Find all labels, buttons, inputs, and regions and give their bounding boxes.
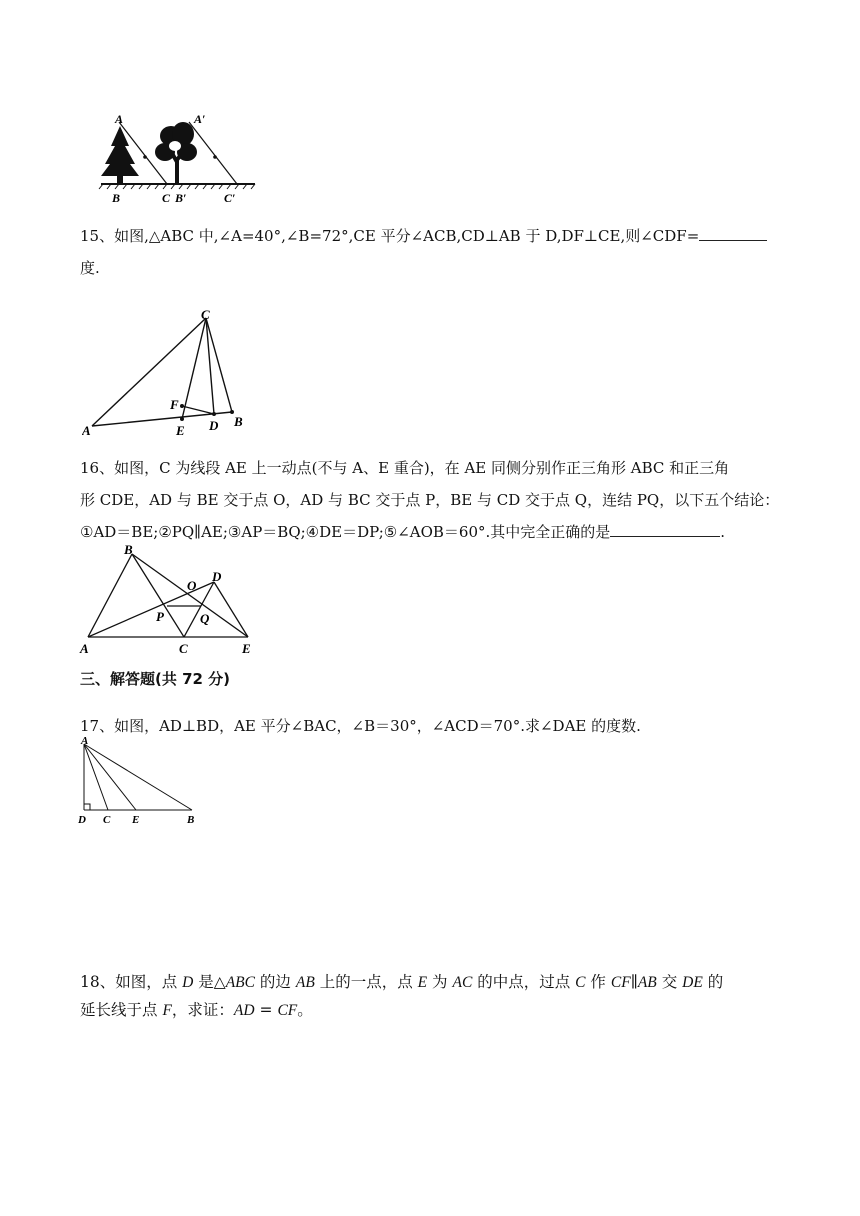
q18-var-cf: CF xyxy=(610,974,631,991)
q18-seg: 的中点，过点 xyxy=(472,973,576,991)
q18-var-e: E xyxy=(417,974,428,991)
q18-equals: = xyxy=(254,1001,278,1019)
tree-label-b-prime: B′ xyxy=(175,191,187,205)
tree-label-a-prime: A′ xyxy=(194,112,206,126)
q15-label-f: F xyxy=(170,397,179,412)
q18-var-de: DE xyxy=(682,974,703,991)
q16-line1: 16、如图，C 为线段 AE 上一动点(不与 A、E 重合)，在 AE 同侧分别作正三角形 ABC 和正三角 xyxy=(80,459,730,477)
q18-var-ab: AB xyxy=(637,974,657,991)
q15-label-a: A xyxy=(82,423,91,438)
q18-seg: 为 xyxy=(427,973,453,991)
q16-label-b: B xyxy=(124,542,133,557)
q18-var-d: D xyxy=(182,974,194,991)
tree-label-b: B xyxy=(112,191,121,205)
q15-label-c: C xyxy=(201,308,210,322)
q15-answer-blank[interactable] xyxy=(699,222,767,241)
q16-equilateral-figure xyxy=(76,542,266,657)
q15-label-d: D xyxy=(209,418,219,433)
q17-label-d: D xyxy=(78,814,86,826)
q18-seg: 延长线于点 xyxy=(80,1001,163,1019)
tree-label-c-prime: C′ xyxy=(224,191,236,205)
q18-var-ac: AC xyxy=(452,974,473,991)
q15-line1 xyxy=(80,220,767,252)
q16-label-q: Q xyxy=(200,611,210,626)
q18-var-abc: ABC xyxy=(225,974,255,991)
section-title-solve: 三、解答题(共 72 分) xyxy=(80,670,231,688)
q17-label-e: E xyxy=(132,814,140,826)
deciduous-tree-icon xyxy=(155,122,197,184)
q18-seg: 交 xyxy=(656,973,683,991)
q16-label-p: P xyxy=(156,609,164,624)
q18-var-cf: CF xyxy=(277,1002,298,1019)
q15-text: 15、如图,△ABC 中,∠A=40°,∠B=72°,CE 平分∠ACB,CD⊥AB 于 D,DF⊥CE,则∠CDF= xyxy=(80,227,700,245)
q15-triangle-figure xyxy=(82,308,252,440)
q17-label-b: B xyxy=(187,814,195,826)
tree-label-c: C xyxy=(162,191,171,205)
q16-end-period: . xyxy=(720,523,726,541)
q18-parallel-symbol: ∥ xyxy=(630,973,638,991)
q18-seg: 。 xyxy=(297,1001,313,1019)
q16-line2: 形 CDE，AD 与 BE 交于点 O，AD 与 BC 交于点 P，BE 与 CD 交于点 Q，连结 PQ，以下五个结论： xyxy=(80,491,780,509)
q18-var-c: C xyxy=(575,974,586,991)
q16-text: ①AD＝BE;②PQ∥AE;③AP＝BQ;④DE＝DP;⑤∠AOB＝60°.其中完全正确的是 xyxy=(80,523,611,541)
q18-var-f: F xyxy=(162,1002,172,1019)
pine-tree-icon xyxy=(101,126,139,184)
q18-seg: 是△ xyxy=(193,973,226,991)
trees-shadow-figure xyxy=(95,112,260,207)
q18-seg: 的 xyxy=(702,973,724,991)
q17-figure xyxy=(74,736,204,828)
q15-label-b: B xyxy=(234,414,243,429)
q16-label-o: O xyxy=(187,578,197,593)
q18-var-ab: AB xyxy=(295,974,315,991)
tree-label-a: A xyxy=(115,112,124,126)
q18-seg: 18、如图，点 xyxy=(80,973,183,991)
q17-text: 17、如图，AD⊥BD，AE 平分∠BAC，∠B＝30°，∠ACD＝70°.求∠DAE 的度数. xyxy=(80,717,641,735)
q18-seg: 上的一点，点 xyxy=(314,973,418,991)
q18-line2 xyxy=(80,994,313,1027)
q16-label-d: D xyxy=(212,569,222,584)
q15-line2: 度. xyxy=(80,259,100,277)
q16-label-e: E xyxy=(242,641,251,656)
q16-answer-blank[interactable] xyxy=(610,518,720,537)
q18-seg: 作 xyxy=(585,973,611,991)
q17-label-a: A xyxy=(81,736,89,747)
q16-label-a: A xyxy=(80,641,89,656)
q18-seg: ，求证： xyxy=(171,1001,234,1019)
q16-label-c: C xyxy=(179,641,188,656)
q17-label-c: C xyxy=(103,814,111,826)
q18-var-ad: AD xyxy=(233,1002,255,1019)
q18-seg: 的边 xyxy=(255,973,296,991)
q15-label-e: E xyxy=(176,423,185,438)
